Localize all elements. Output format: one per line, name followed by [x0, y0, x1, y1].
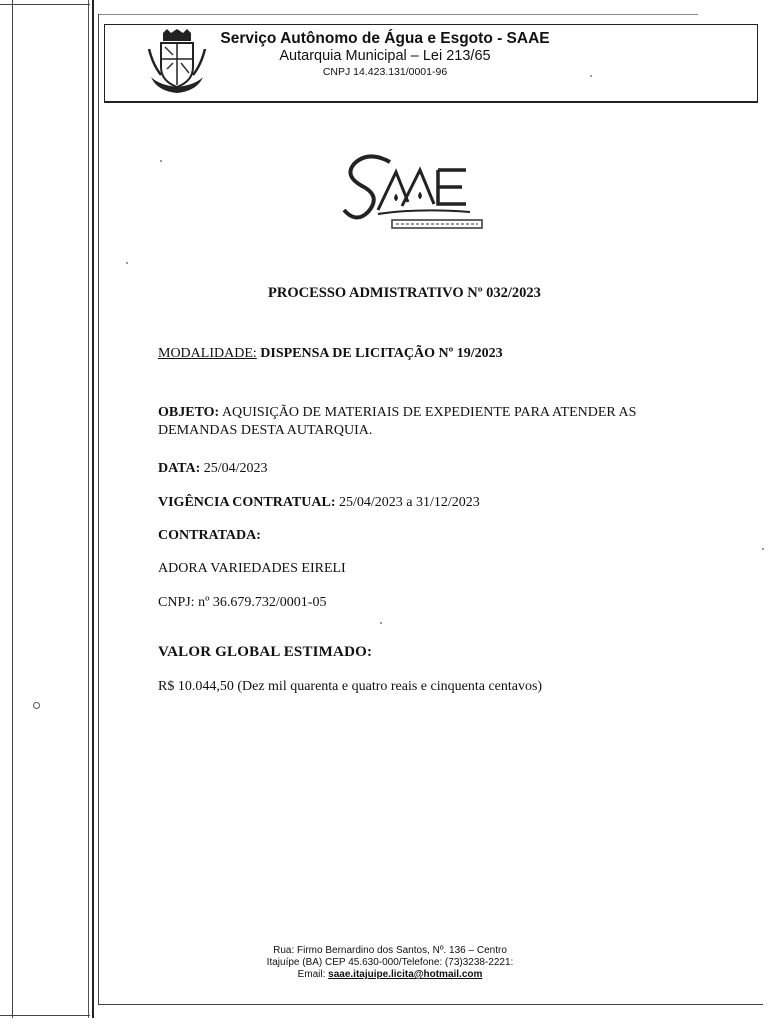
footer-email-label: Email: [297, 969, 326, 980]
modalidade-line [158, 345, 718, 363]
footer-email-line [200, 969, 580, 981]
modalidade-value: DISPENSA DE LICITAÇÃO Nº 19/2023 [260, 346, 503, 361]
agency-subtitle: Autarquia Municipal – Lei 213/65 [279, 48, 491, 64]
valor-label: VALOR GLOBAL ESTIMADO: [158, 644, 373, 660]
footer-email-link[interactable]: saae.itajuipe.licita@hotmail.com [328, 969, 483, 980]
binding-line [0, 4, 90, 5]
binding-line [88, 0, 89, 1018]
data-label: DATA: [158, 461, 201, 476]
objeto-label: OBJETO: [158, 405, 220, 420]
scan-speck [380, 622, 382, 624]
footer-street: Rua: Firmo Bernardino dos Santos, Nº. 136 – Centro [273, 945, 507, 956]
contratada-label: CONTRATADA: [158, 528, 261, 543]
empresa-cnpj: CNPJ: nº 36.679.732/0001-05 [158, 595, 327, 610]
punch-hole [33, 702, 40, 709]
agency-name: Serviço Autônomo de Água e Esgoto - SAAE [220, 30, 550, 47]
letterhead [104, 24, 758, 103]
scan-speck [762, 548, 764, 550]
valor-value: R$ 10.044,50 (Dez mil quarenta e quatro reais e cinquenta centavos) [158, 679, 543, 694]
modalidade-label: MODALIDADE: [158, 346, 257, 361]
footer-address [200, 945, 580, 981]
empresa-name: ADORA VARIEDADES EIRELI [158, 561, 346, 576]
data-value: 25/04/2023 [203, 461, 268, 476]
footer-city-phone: Itajuípe (BA) CEP 45.630-000/Telefone: (73)3238-2221: [266, 957, 514, 968]
saae-logo [338, 150, 498, 240]
binding-strip [0, 0, 94, 1018]
data-line [158, 460, 718, 478]
scan-speck [590, 75, 592, 77]
objeto-value: AQUISIÇÃO DE MATERIAIS DE EXPEDIENTE PARA ATENDER AS DEMANDAS DESTA AUTARQUIA. [158, 405, 637, 438]
objeto-line [158, 404, 698, 440]
vigencia-line [158, 494, 718, 512]
vigencia-label: VIGÊNCIA CONTRATUAL: [158, 495, 336, 510]
binding-line [0, 1015, 90, 1016]
municipal-crest-icon [147, 29, 207, 95]
vigencia-value: 25/04/2023 a 31/12/2023 [338, 495, 480, 510]
scan-speck [160, 160, 162, 162]
agency-cnpj: CNPJ 14.423.131/0001-96 [322, 66, 448, 78]
document-title: PROCESSO ADMISTRATIVO Nº 032/2023 [268, 285, 541, 301]
binding-line [12, 0, 13, 1018]
scan-speck [126, 262, 128, 264]
